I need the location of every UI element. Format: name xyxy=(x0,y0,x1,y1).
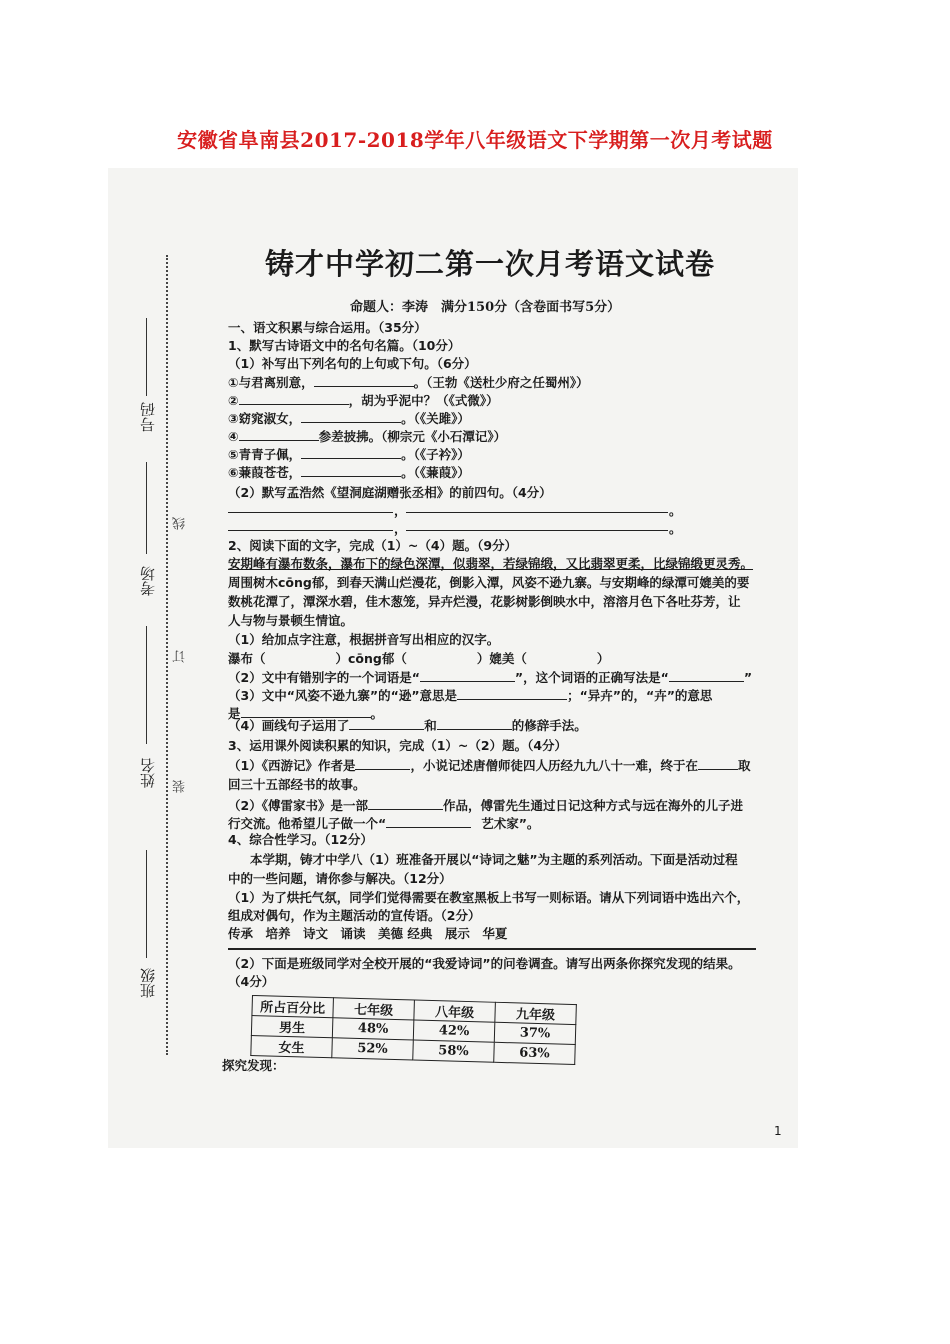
answer-blank[interactable] xyxy=(457,688,567,700)
room-blank xyxy=(146,462,147,554)
question-1-1: （1）补写出下列名句的上句或下句。（6分） xyxy=(228,356,477,371)
question-4-2: （2）下面是班级同学对全校开展的“我爱诗词”的问卷调查。请写出两条你探究发现的结果。 xyxy=(228,956,741,971)
period-mark: 。 xyxy=(669,521,682,536)
question-2-3: （3）文中“风姿不逊九寨”的“逊”意思是 ；“异卉”的，“卉”的意思 xyxy=(228,688,713,703)
passage-line-4: 人与物与景顿生情谊。 xyxy=(228,613,354,628)
answer-line[interactable] xyxy=(406,530,668,531)
table-header-cell: 八年级 xyxy=(414,1000,496,1022)
binding-dotted-line xyxy=(166,255,168,1055)
answer-blank[interactable] xyxy=(314,375,414,387)
question-2-4: （4）画线句子运用了 和 的修辞手法。 xyxy=(228,718,587,733)
poem-item-3: ③窈窕淑女， 。（《关雎》） xyxy=(228,411,470,426)
period-mark: 。 xyxy=(669,503,682,518)
answer-line[interactable] xyxy=(228,512,393,513)
table-cell: 63% xyxy=(494,1042,576,1064)
question-1-2: （2）默写孟浩然《望洞庭湖赠张丞相》的前四句。（4分） xyxy=(228,485,552,500)
answer-blank[interactable] xyxy=(669,670,744,682)
question-3-2-cont: 行交流。他希望儿子做一个“ 艺术家”。 xyxy=(228,816,540,831)
cut-mark-seal: 装 xyxy=(173,780,188,793)
poem-item-1: ①与君离别意， 。（王勃《送杜少府之任蜀州》） xyxy=(228,375,589,390)
question-2-3-cont: 是 。 xyxy=(228,706,384,721)
question-2-1: （1）给加点字注意，根据拼音写出相应的汉字。 xyxy=(228,632,500,647)
question-4-intro-2: 中的一些问题，请你参与解决。（12分） xyxy=(228,871,452,886)
answer-blank[interactable] xyxy=(698,758,738,770)
poem-item-2: ② ，胡为乎泥中？（《式微》） xyxy=(228,393,499,408)
survey-table xyxy=(250,995,577,1065)
answer-blank[interactable] xyxy=(355,758,410,770)
answer-blank[interactable] xyxy=(386,816,471,828)
question-3-2: （2）《傅雷家书》是一部 作品，傅雷先生通过日记这种方式与远在海外的儿子进 xyxy=(228,798,743,813)
side-label-number: 号码 xyxy=(139,402,157,432)
question-1: 1、默写古诗语文中的名句名篇。（10分） xyxy=(228,338,461,353)
class-blank xyxy=(146,850,147,958)
question-4-1: （1）为了烘托气氛，同学们觉得需要在教室黑板上书写一则标语。请从下列词语中选出六个， xyxy=(228,890,750,905)
page-number: 1 xyxy=(774,1124,782,1138)
answer-blank[interactable] xyxy=(301,465,401,477)
question-3-1-cont: 回三十五部经书的故事。 xyxy=(228,777,366,792)
table-header-cell: 七年级 xyxy=(333,998,415,1020)
answer-blank[interactable] xyxy=(239,429,319,441)
answer-blank[interactable] xyxy=(301,447,401,459)
name-blank xyxy=(146,626,147,744)
question-4-intro-1: 本学期，铸才中学八（1）班准备开展以“诗词之魅”为主题的系列活动。下面是活动过程 xyxy=(250,852,738,867)
number-blank xyxy=(146,318,147,396)
passage-line-2: 周围树木cōng郁，到春天满山烂漫花，倒影入潭，风姿不逊九寨。与安期峰的绿潭可媲美的要 xyxy=(228,575,750,590)
answer-blank[interactable] xyxy=(301,411,401,423)
comma-mark: ， xyxy=(394,521,407,536)
exam-meta: 命题人：李涛 满分150分（含卷面书写5分） xyxy=(350,300,621,315)
question-3-1: （1）《西游记》作者是 ，小说记述唐僧师徒四人历经九九八十一难，终于在 取 xyxy=(228,758,751,773)
answer-line[interactable] xyxy=(406,512,668,513)
finding-label: 探究发现： xyxy=(222,1058,285,1073)
table-cell: 女生 xyxy=(251,1035,333,1057)
question-4: 4、综合性学习。（12分） xyxy=(228,832,373,847)
table-cell: 男生 xyxy=(251,1016,333,1038)
cut-mark-line: 线 xyxy=(173,517,188,530)
question-2-2: （2）文中有错别字的一个词语是“ ”，这个词语的正确写法是“ ” xyxy=(228,670,753,685)
answer-blank[interactable] xyxy=(349,718,424,730)
passage-line-3: 数桃花潭了，潭深水碧，佳木葱笼，异卉烂漫，花影树影倒映水中，溶溶月色下各吐芬芳，让 xyxy=(228,594,741,609)
side-label-name: 姓名 xyxy=(139,758,157,788)
table-header-cell: 九年级 xyxy=(495,1002,577,1024)
comma-mark: ， xyxy=(394,503,407,518)
question-2-1-blanks: 瀑布（ ）cōng郁（ ）媲美（ ） xyxy=(228,651,610,666)
side-label-room: 考场 xyxy=(139,566,157,596)
table-cell: 37% xyxy=(494,1022,576,1044)
cut-mark-bind: 订 xyxy=(173,650,188,663)
exam-title: 铸才中学初二第一次月考语文试卷 xyxy=(264,247,715,281)
table-cell: 48% xyxy=(332,1018,414,1040)
poem-item-5: ⑤青青子佩， 。（《子衿》） xyxy=(228,447,470,462)
answer-line[interactable] xyxy=(228,530,393,531)
answer-blank[interactable] xyxy=(239,393,349,405)
question-4-1-cont: 组成对偶句，作为主题活动的宣传语。（2分） xyxy=(228,908,481,923)
section-heading: 一、语文积累与综合运用。（35分） xyxy=(228,320,427,335)
question-4-2-score: （4分） xyxy=(228,974,275,989)
side-label-class: 班级 xyxy=(139,968,157,998)
poem-item-6: ⑥蒹葭苍苍， 。（《蒹葭》） xyxy=(228,465,470,480)
document-title: 安徽省阜南县2017-2018学年八年级语文下学期第一次月考试题 xyxy=(177,128,773,152)
answer-rule[interactable] xyxy=(228,948,756,950)
table-cell: 52% xyxy=(332,1038,414,1060)
answer-blank[interactable] xyxy=(437,718,512,730)
word-list: 传承 培养 诗文 诵读 美德 经典 展示 华夏 xyxy=(228,926,508,941)
answer-blank[interactable] xyxy=(420,670,515,682)
poem-item-4: ④ 参差披拂。（柳宗元《小石潭记》） xyxy=(228,429,507,444)
answer-blank[interactable] xyxy=(368,798,443,810)
table-cell: 58% xyxy=(413,1040,495,1062)
table-header-cell: 所占百分比 xyxy=(252,996,334,1018)
question-2: 2、阅读下面的文字，完成（1）~（4）题。（9分） xyxy=(228,538,518,553)
passage-line-1: 安期峰有瀑布数条，瀑布下的绿色深潭，似翡翠，若绿锦缎，又比翡翠更柔，比绿锦缎更灵秀。 xyxy=(228,556,754,571)
question-3: 3、运用课外阅读积累的知识，完成（1）~（2）题。（4分） xyxy=(228,738,568,753)
table-cell: 42% xyxy=(413,1020,495,1042)
